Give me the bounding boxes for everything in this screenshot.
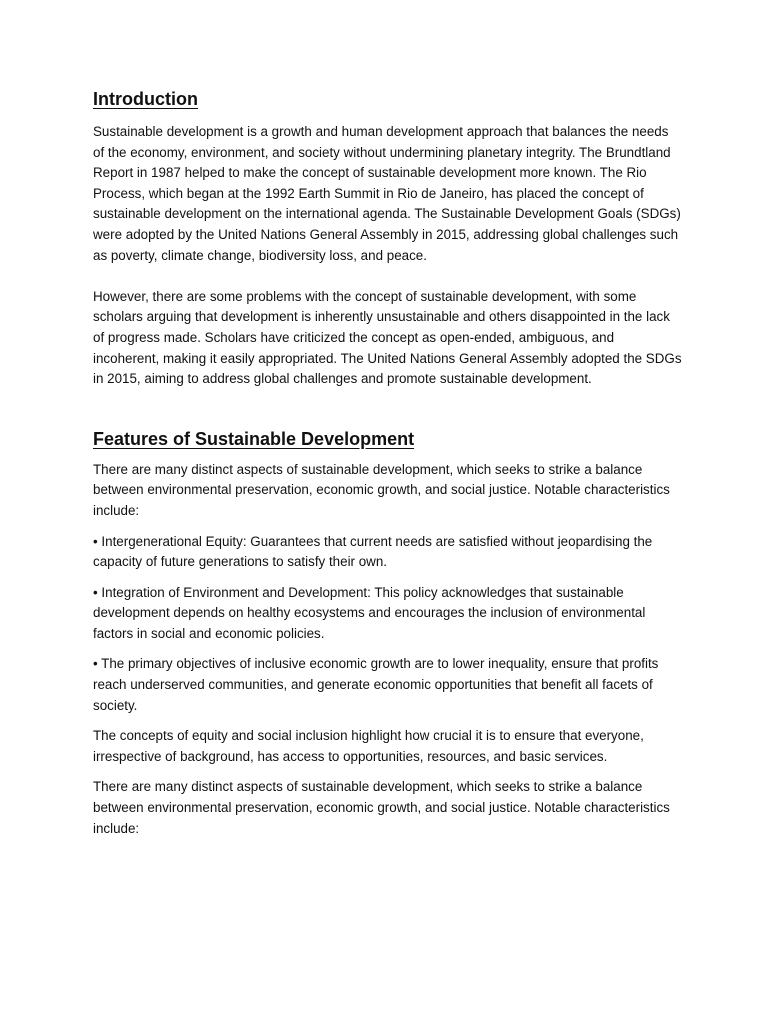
introduction-paragraph-2: However, there are some problems with the concept of sustainable development, with some scholars arguing that development is inherently unsustainable and others disappointed in the lack of progress made. Scholars have criticized the concept as open-ended, ambiguous, and incoherent, making it easily appropriated. The United Nations General Assembly adopted the SDGs in 2015, aiming to address global challenges and promote sustainable development.: [93, 288, 682, 387]
document-body: [93, 86, 683, 849]
features-repeated-paragraph: There are many distinct aspects of sustainable development, which seeks to strike a balance between environmental preservation, economic growth, and social justice. Notable characteristics include:: [93, 779, 670, 836]
equity-social-inclusion-paragraph: The concepts of equity and social inclusion highlight how crucial it is to ensure that everyone, irrespective of background, has access to opportunities, resources, and basic services.: [93, 728, 644, 764]
features-intro-paragraph: There are many distinct aspects of sustainable development, which seeks to strike a balance between environmental preservation, economic growth, and social justice. Notable characteristics include:: [93, 461, 670, 518]
bullet-intergenerational-equity: • Intergenerational Equity: Guarantees that current needs are satisfied without jeopardising the capacity of future generations to satisfy their own.: [93, 533, 653, 570]
features-heading: Features of Sustainable Development: [93, 428, 415, 449]
bullet-integration-environment-development: • Integration of Environment and Development: This policy acknowledges that sustainable development depends on healthy ecosystems and encourages the inclusion of environmental factors in social and economic policies.: [93, 584, 646, 641]
introduction-heading: Introduction: [93, 89, 198, 109]
introduction-paragraph-1: Sustainable development is a growth and human development approach that balances the needs of the economy, environment, and society without undermining planetary integrity. The Brundtland Report in 1987 helped to make the concept of sustainable development more known. The Rio Process, which began at the 1992 Earth Summit in Rio de Janeiro, has placed the concept of sustainable development on the international agenda. The Sustainable Development Goals (SDGs) were adopted by the United Nations General Assembly in 2015, addressing global challenges such as poverty, climate change, biodiversity loss, and peace.: [93, 124, 681, 263]
bullet-inclusive-economic-growth: • The primary objectives of inclusive economic growth are to lower inequality, ensure that profits reach underserved communities, and generate economic opportunities that benefit all facets of society.: [93, 656, 659, 713]
